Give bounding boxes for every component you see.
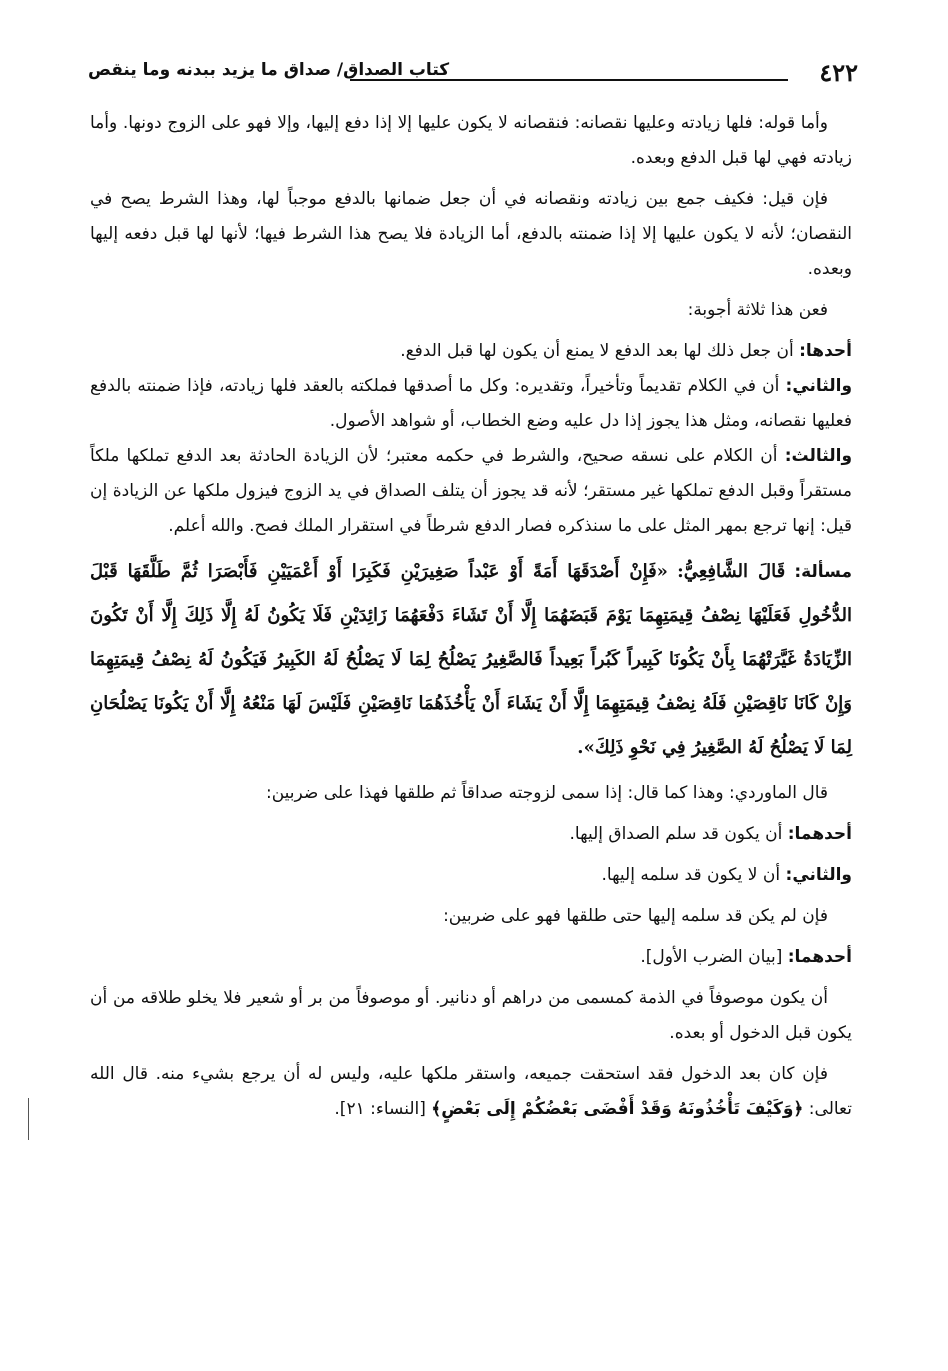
case-first xyxy=(90,817,852,852)
paragraph-text: قال الماوردي: وهذا كما قال: إذا سمى لزوجته صداقاً ثم طلقها فهذا على ضربين: xyxy=(265,783,828,803)
paragraph-text: فإن كان بعد الدخول فقد استحقت جميعه، واستقر ملكها عليه، وليس له أن يرجع بشيء منه. قال الله تعالى: xyxy=(90,1064,852,1119)
masala-block xyxy=(90,550,852,770)
page-number: ٤٢٢ xyxy=(819,58,858,87)
quran-verse: ﴿وَكَيْفَ تَأْخُذُونَهُ وَقَدْ أَفْضَى بَعْضُكُمْ إِلَى بَعْضٍ﴾ xyxy=(431,1099,804,1119)
case-lead: أحدهما: xyxy=(787,824,852,844)
paragraph-text: فإن لم يكن قد سلمه إليها حتى طلقها فهو على ضربين: xyxy=(443,906,828,926)
verse-citation: [النساء: ٢١]. xyxy=(334,1099,426,1119)
section-title: [بيان الضرب الأول]. xyxy=(640,947,783,967)
page-header xyxy=(88,56,858,92)
answer-lead: أحدها: xyxy=(799,341,852,361)
section-heading xyxy=(90,940,852,975)
paragraph-text: أن يكون موصوفاً في الذمة كمسمى من دراهم أو دنانير. أو موصوفاً من بر أو شعير فلا يخلو طلاقه من أن يكون قبل الدخول أو بعده. xyxy=(90,988,852,1043)
answer-text: أن الكلام على نسقه صحيح، والشرط في حكمه معتبر؛ لأن الزيادة الحادثة بعد الدفع تملكها ملكاً مستقراً وقبل الدفع تملكها غير مستقر؛ لأنه قد يجوز أن يتلف الصداق في يد الزوج فيزول ملكها عن الزيادة إن قيل: إنها ترجع بمهر المثل على ما سنذكره فصار الدفع شرطاً في استقرار الملك فصح. والله أعلم. xyxy=(90,446,852,536)
case-second xyxy=(90,858,852,893)
page-body xyxy=(90,106,852,1127)
case-text: أن يكون قد سلم الصداق إليها. xyxy=(569,824,783,844)
paragraph xyxy=(90,899,852,934)
paragraph-text: وأما قوله: فلها زيادته وعليها نقصانه: فنقصانه لا يكون عليها إلا إذا دفع إليها، وإلا فهو على الزوج دونها. وأما زيادته فهي لها قبل الدفع وبعده. xyxy=(90,113,852,168)
running-title: كتاب الصداق/ صداق ما يزيد ببدنه وما ينقص xyxy=(88,60,450,80)
paragraph xyxy=(90,182,852,287)
answer-first xyxy=(90,334,852,369)
case-lead: والثاني: xyxy=(785,865,852,885)
paragraph-text: فعن هذا ثلاثة أجوبة: xyxy=(687,300,828,320)
paragraph xyxy=(90,293,852,328)
paragraph xyxy=(90,981,852,1051)
paragraph-final xyxy=(90,1057,852,1127)
section-lead: أحدهما: xyxy=(787,947,852,967)
answer-text: أن جعل ذلك لها بعد الدفع لا يمنع أن يكون لها قبل الدفع. xyxy=(400,341,794,361)
masala-label: مسألة: xyxy=(794,562,853,582)
paragraph-text: فإن قيل: فكيف جمع بين زيادته ونقصانه في أن جعل ضمانها بالدفع موجباً لها، وهذا الشرط يصح في النقصان؛ لأنه لا يكون عليها إلا إذا ضمنته بالدفع، أما الزيادة فلا يصح هذا الشرط فيها؛ لأنها لها قبل دفعه إليها وبعده. xyxy=(90,189,852,279)
answer-second xyxy=(90,369,852,439)
answer-lead: والثالث: xyxy=(784,446,853,466)
paragraph xyxy=(90,106,852,176)
case-text: أن لا يكون قد سلمه إليها. xyxy=(601,865,781,885)
paragraph xyxy=(90,776,852,811)
answer-text: أن في الكلام تقديماً وتأخيراً، وتقديره: وكل ما أصدقها فملكته بالعقد فلها زيادته، فإذا ضمنته بالدفع فعليها نقصانه، ومثل هذا يجوز إذا دل عليه وضع الخطاب، أو شواهد الأصول. xyxy=(90,376,852,431)
masala-quote: «فَإِنْ أَصْدَقَهَا أَمَةً أَوْ عَبْداً صَغِيرَيْنِ فَكَبِرَا أَوْ أَعْمَيَيْنِ فَأَبْصَرَا ثُمَّ طَلَّقَهَا قَبْلَ الدُّخُولِ فَعَلَيْهَا نِصْفُ قِيمَتِهِمَا يَوْمَ قَبَضَهُمَا إِلَّا أَنْ تَشَاءَ دَفْعَهُمَا زَائِدَيْنِ فَلَا يَكُونُ لَهُ إِلَّا ذَلِكَ إِلَّا أَنْ تَكُونَ الزِّيَادَةُ غَيَّرَتْهُمَا بِأَنْ يَكُونَا كَبِيراً كَبُراً بَعِيداً فَالصَّغِيرُ يَصْلُحُ لِمَا لَا يَصْلُحُ لَهُ الكَبِيرُ فَيَكُونُ لَهُ نِصْفُ قِيمَتِهِمَا وَإِنْ كَانَا نَاقِصَيْنِ فَلَهُ نِصْفُ قِيمَتِهِمَا إِلَّا أَنْ يَشَاءَ أَنْ يَأْخُذَهُمَا نَاقِصَيْنِ فَلَيْسَ لَهَا مَنْعُهُ إِلَّا أَنْ يَكُونَا يَصْلُحَانِ لِمَا لَا يَصْلُحُ لَهُ الصَّغِيرُ فِي نَحْوِ ذَلِكَ». xyxy=(90,561,852,758)
answer-third xyxy=(90,439,852,544)
margin-mark xyxy=(28,1098,29,1140)
masala-speaker: قَالَ الشَّافِعِيُّ: xyxy=(677,561,786,582)
masala-paragraph xyxy=(90,550,852,770)
answer-lead: والثاني: xyxy=(785,376,853,396)
